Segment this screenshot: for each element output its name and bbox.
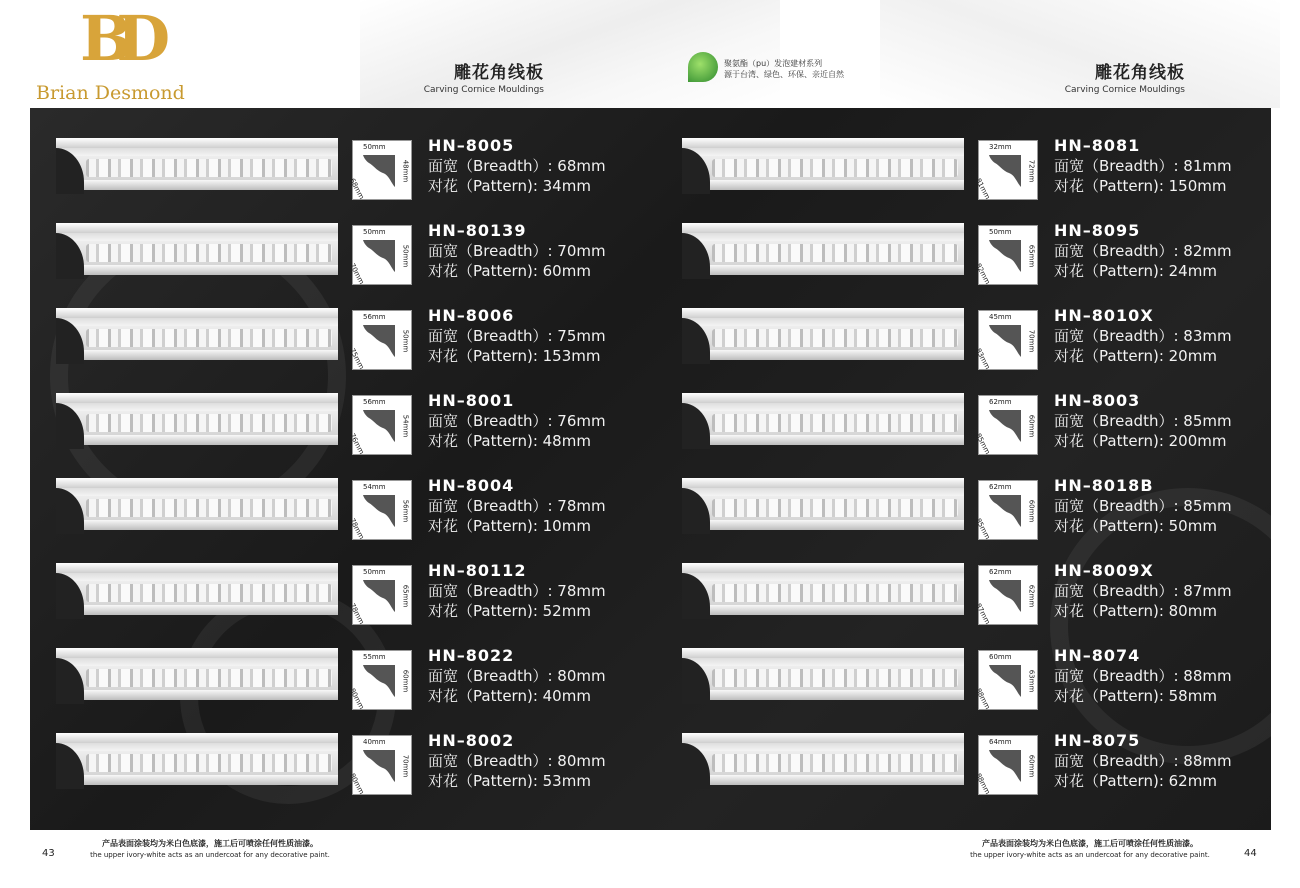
profile-shape-icon <box>361 408 397 444</box>
dimension-top: 54mm <box>363 483 386 491</box>
product-row <box>56 223 656 285</box>
cornice-moulding-image <box>682 223 964 279</box>
product-row <box>56 478 656 540</box>
profile-diagram <box>973 565 1038 626</box>
dimension-diagonal: 78mm <box>347 602 366 626</box>
page-header <box>0 0 1300 108</box>
profile-shape-icon <box>361 153 397 189</box>
product-info <box>1054 646 1232 706</box>
right-footer-note <box>960 838 1220 859</box>
profile-shape-icon <box>987 153 1023 189</box>
left-footer-note <box>80 838 340 859</box>
product-info <box>428 136 606 196</box>
product-code: HN–8002 <box>428 731 515 750</box>
dimension-top: 56mm <box>363 313 386 321</box>
pattern-spec: 对花（Pattern): 40mm <box>428 687 591 705</box>
dimension-diagonal: 68mm <box>347 177 366 201</box>
product-row <box>682 648 1282 710</box>
dimension-top: 55mm <box>363 653 386 661</box>
pattern-spec: 对花（Pattern): 53mm <box>428 772 591 790</box>
cornice-moulding-image <box>56 138 338 194</box>
dimension-side: 70mm <box>401 754 410 778</box>
cornice-moulding-image <box>682 138 964 194</box>
product-panel <box>30 108 1271 830</box>
breadth-spec: 面宽（Breadth）: 85mm <box>1054 497 1232 515</box>
right-title-cn: 雕花角线板 <box>1095 63 1185 83</box>
dimension-top: 64mm <box>989 738 1012 746</box>
pattern-spec: 对花（Pattern): 50mm <box>1054 517 1217 535</box>
dimension-diagonal: 75mm <box>347 347 366 371</box>
profile-diagram <box>347 310 412 371</box>
logo-monogram: BD <box>80 2 155 75</box>
cornice-moulding-image <box>682 733 964 789</box>
profile-shape-icon <box>361 493 397 529</box>
profile-diagram <box>347 480 412 541</box>
breadth-spec: 面宽（Breadth）: 70mm <box>428 242 606 260</box>
breadth-spec: 面宽（Breadth）: 68mm <box>428 157 606 175</box>
product-code: HN–8010X <box>1054 306 1154 325</box>
profile-shape-icon <box>987 323 1023 359</box>
product-code: HN–8009X <box>1054 561 1154 580</box>
product-row <box>56 733 656 795</box>
dimension-side: 63mm <box>1027 669 1036 693</box>
breadth-spec: 面宽（Breadth）: 81mm <box>1054 157 1232 175</box>
product-info <box>1054 136 1232 196</box>
dimension-top: 50mm <box>363 143 386 151</box>
pattern-spec: 对花（Pattern): 62mm <box>1054 772 1217 790</box>
left-title-cn: 雕花角线板 <box>454 63 544 83</box>
product-row <box>682 733 1282 795</box>
product-row <box>56 563 656 625</box>
footer-note-cn: 产品表面涂装均为米白色底漆，施工后可喷涂任何性质油漆。 <box>982 839 1198 848</box>
dimension-top: 40mm <box>363 738 386 746</box>
right-section-title <box>1040 58 1185 95</box>
pattern-spec: 对花（Pattern): 58mm <box>1054 687 1217 705</box>
profile-diagram <box>347 140 412 201</box>
profile-diagram <box>347 565 412 626</box>
product-row <box>682 138 1282 200</box>
right-page-number: 44 <box>1244 848 1257 859</box>
badge-line-1: 聚氨酯（pu）发泡建材系列 <box>724 59 823 68</box>
breadth-spec: 面宽（Breadth）: 76mm <box>428 412 606 430</box>
product-row <box>56 648 656 710</box>
profile-diagram <box>973 480 1038 541</box>
dimension-diagonal: 85mm <box>973 517 992 541</box>
cornice-moulding-image <box>682 308 964 364</box>
pattern-spec: 对花（Pattern): 34mm <box>428 177 591 195</box>
footer-note-en: the upper ivory-white acts as an undercoat for any decorative paint. <box>90 851 330 859</box>
profile-diagram <box>347 395 412 456</box>
dimension-top: 50mm <box>989 228 1012 236</box>
dimension-top: 62mm <box>989 568 1012 576</box>
profile-shape-icon <box>361 663 397 699</box>
pattern-spec: 对花（Pattern): 24mm <box>1054 262 1217 280</box>
product-row <box>56 393 656 455</box>
pattern-spec: 对花（Pattern): 60mm <box>428 262 591 280</box>
dimension-diagonal: 80mm <box>347 772 366 796</box>
product-row <box>56 308 656 370</box>
breadth-spec: 面宽（Breadth）: 83mm <box>1054 327 1232 345</box>
dimension-side: 56mm <box>401 499 410 523</box>
dimension-diagonal: 70mm <box>347 262 366 286</box>
dimension-side: 60mm <box>1027 414 1036 438</box>
cornice-moulding-image <box>56 308 338 364</box>
profile-diagram <box>973 650 1038 711</box>
cornice-moulding-image <box>56 478 338 534</box>
pattern-spec: 对花（Pattern): 20mm <box>1054 347 1217 365</box>
product-row <box>682 478 1282 540</box>
dimension-side: 62mm <box>1027 584 1036 608</box>
cornice-moulding-image <box>682 648 964 704</box>
product-info <box>428 221 606 281</box>
profile-shape-icon <box>361 578 397 614</box>
left-section-title <box>400 58 544 95</box>
profile-diagram <box>347 650 412 711</box>
product-info <box>1054 221 1232 281</box>
dimension-top: 50mm <box>363 228 386 236</box>
dimension-diagonal: 81mm <box>973 177 992 201</box>
dimension-diagonal: 88mm <box>973 687 992 711</box>
brand-name: Brian Desmond <box>36 82 185 104</box>
pattern-spec: 对花（Pattern): 150mm <box>1054 177 1227 195</box>
profile-shape-icon <box>987 578 1023 614</box>
profile-shape-icon <box>987 748 1023 784</box>
product-info <box>428 731 606 791</box>
pattern-spec: 对花（Pattern): 80mm <box>1054 602 1217 620</box>
dimension-top: 32mm <box>989 143 1012 151</box>
profile-diagram <box>973 310 1038 371</box>
product-code: HN–8081 <box>1054 136 1141 155</box>
breadth-spec: 面宽（Breadth）: 78mm <box>428 497 606 515</box>
product-info <box>428 391 606 451</box>
profile-diagram <box>973 735 1038 796</box>
dimension-side: 60mm <box>1027 499 1036 523</box>
dimension-side: 70mm <box>1027 329 1036 353</box>
profile-shape-icon <box>987 238 1023 274</box>
profile-diagram <box>347 225 412 286</box>
product-row <box>682 393 1282 455</box>
breadth-spec: 面宽（Breadth）: 88mm <box>1054 752 1232 770</box>
cornice-moulding-image <box>56 648 338 704</box>
profile-diagram <box>973 395 1038 456</box>
dimension-diagonal: 83mm <box>973 347 992 371</box>
dimension-side: 50mm <box>401 329 410 353</box>
product-code: HN–8022 <box>428 646 515 665</box>
breadth-spec: 面宽（Breadth）: 80mm <box>428 752 606 770</box>
product-code: HN–8004 <box>428 476 515 495</box>
profile-diagram <box>973 140 1038 201</box>
product-info <box>428 476 606 536</box>
dimension-side: 65mm <box>401 584 410 608</box>
dimension-diagonal: 80mm <box>347 687 366 711</box>
product-code: HN–8006 <box>428 306 515 325</box>
product-row <box>682 563 1282 625</box>
profile-shape-icon <box>987 408 1023 444</box>
dimension-side: 60mm <box>401 669 410 693</box>
pattern-spec: 对花（Pattern): 52mm <box>428 602 591 620</box>
cornice-moulding-image <box>56 223 338 279</box>
product-row <box>56 138 656 200</box>
brand-logo <box>30 4 210 104</box>
dimension-top: 56mm <box>363 398 386 406</box>
product-code: HN–8095 <box>1054 221 1141 240</box>
product-code: HN–8003 <box>1054 391 1141 410</box>
product-info <box>1054 391 1232 451</box>
profile-shape-icon <box>987 663 1023 699</box>
dimension-side: 50mm <box>401 244 410 268</box>
breadth-spec: 面宽（Breadth）: 87mm <box>1054 582 1232 600</box>
product-code: HN–8018B <box>1054 476 1154 495</box>
dimension-diagonal: 87mm <box>973 602 992 626</box>
left-title-en: Carving Cornice Mouldings <box>423 85 544 95</box>
pattern-spec: 对花（Pattern): 153mm <box>428 347 601 365</box>
cornice-moulding-image <box>682 478 964 534</box>
product-code: HN–80112 <box>428 561 527 580</box>
breadth-spec: 面宽（Breadth）: 78mm <box>428 582 606 600</box>
breadth-spec: 面宽（Breadth）: 88mm <box>1054 667 1232 685</box>
pattern-spec: 对花（Pattern): 200mm <box>1054 432 1227 450</box>
product-info <box>1054 561 1232 621</box>
dimension-side: 60mm <box>1027 754 1036 778</box>
breadth-spec: 面宽（Breadth）: 85mm <box>1054 412 1232 430</box>
dimension-top: 60mm <box>989 653 1012 661</box>
dimension-side: 54mm <box>401 414 410 438</box>
page-footer <box>0 830 1300 888</box>
leaf-icon <box>688 52 718 82</box>
product-info <box>1054 476 1232 536</box>
dimension-diagonal: 85mm <box>973 432 992 456</box>
breadth-spec: 面宽（Breadth）: 75mm <box>428 327 606 345</box>
product-code: HN–8075 <box>1054 731 1141 750</box>
dimension-top: 62mm <box>989 398 1012 406</box>
profile-shape-icon <box>987 493 1023 529</box>
dimension-diagonal: 82mm <box>973 262 992 286</box>
product-info <box>428 306 606 366</box>
dimension-top: 45mm <box>989 313 1012 321</box>
dimension-side: 72mm <box>1027 159 1036 183</box>
dimension-diagonal: 78mm <box>347 517 366 541</box>
right-title-en: Carving Cornice Mouldings <box>1064 85 1185 95</box>
cornice-moulding-image <box>56 563 338 619</box>
badge-line-2: 源于台湾、绿色、环保、亲近自然 <box>724 70 844 79</box>
product-row <box>682 223 1282 285</box>
product-code: HN–8005 <box>428 136 515 155</box>
product-row <box>682 308 1282 370</box>
pattern-spec: 对花（Pattern): 10mm <box>428 517 591 535</box>
breadth-spec: 面宽（Breadth）: 80mm <box>428 667 606 685</box>
product-code: HN–8001 <box>428 391 515 410</box>
product-code: HN–8074 <box>1054 646 1141 665</box>
product-info <box>428 561 606 621</box>
profile-diagram <box>973 225 1038 286</box>
footer-note-cn: 产品表面涂装均为米白色底漆，施工后可喷涂任何性质油漆。 <box>102 839 318 848</box>
cornice-moulding-image <box>682 563 964 619</box>
product-info <box>1054 731 1232 791</box>
profile-diagram <box>347 735 412 796</box>
cornice-moulding-image <box>56 393 338 449</box>
dimension-diagonal: 76mm <box>347 432 366 456</box>
cornice-moulding-image <box>56 733 338 789</box>
product-info <box>1054 306 1232 366</box>
left-page-number: 43 <box>42 848 55 859</box>
dimension-side: 48mm <box>401 159 410 183</box>
dimension-top: 50mm <box>363 568 386 576</box>
dimension-top: 62mm <box>989 483 1012 491</box>
product-info <box>428 646 606 706</box>
pattern-spec: 对花（Pattern): 48mm <box>428 432 591 450</box>
dimension-diagonal: 88mm <box>973 772 992 796</box>
product-code: HN–80139 <box>428 221 527 240</box>
breadth-spec: 面宽（Breadth）: 82mm <box>1054 242 1232 260</box>
cornice-moulding-image <box>682 393 964 449</box>
profile-shape-icon <box>361 748 397 784</box>
footer-note-en: the upper ivory-white acts as an undercoat for any decorative paint. <box>970 851 1210 859</box>
profile-shape-icon <box>361 238 397 274</box>
dimension-side: 65mm <box>1027 244 1036 268</box>
profile-shape-icon <box>361 323 397 359</box>
